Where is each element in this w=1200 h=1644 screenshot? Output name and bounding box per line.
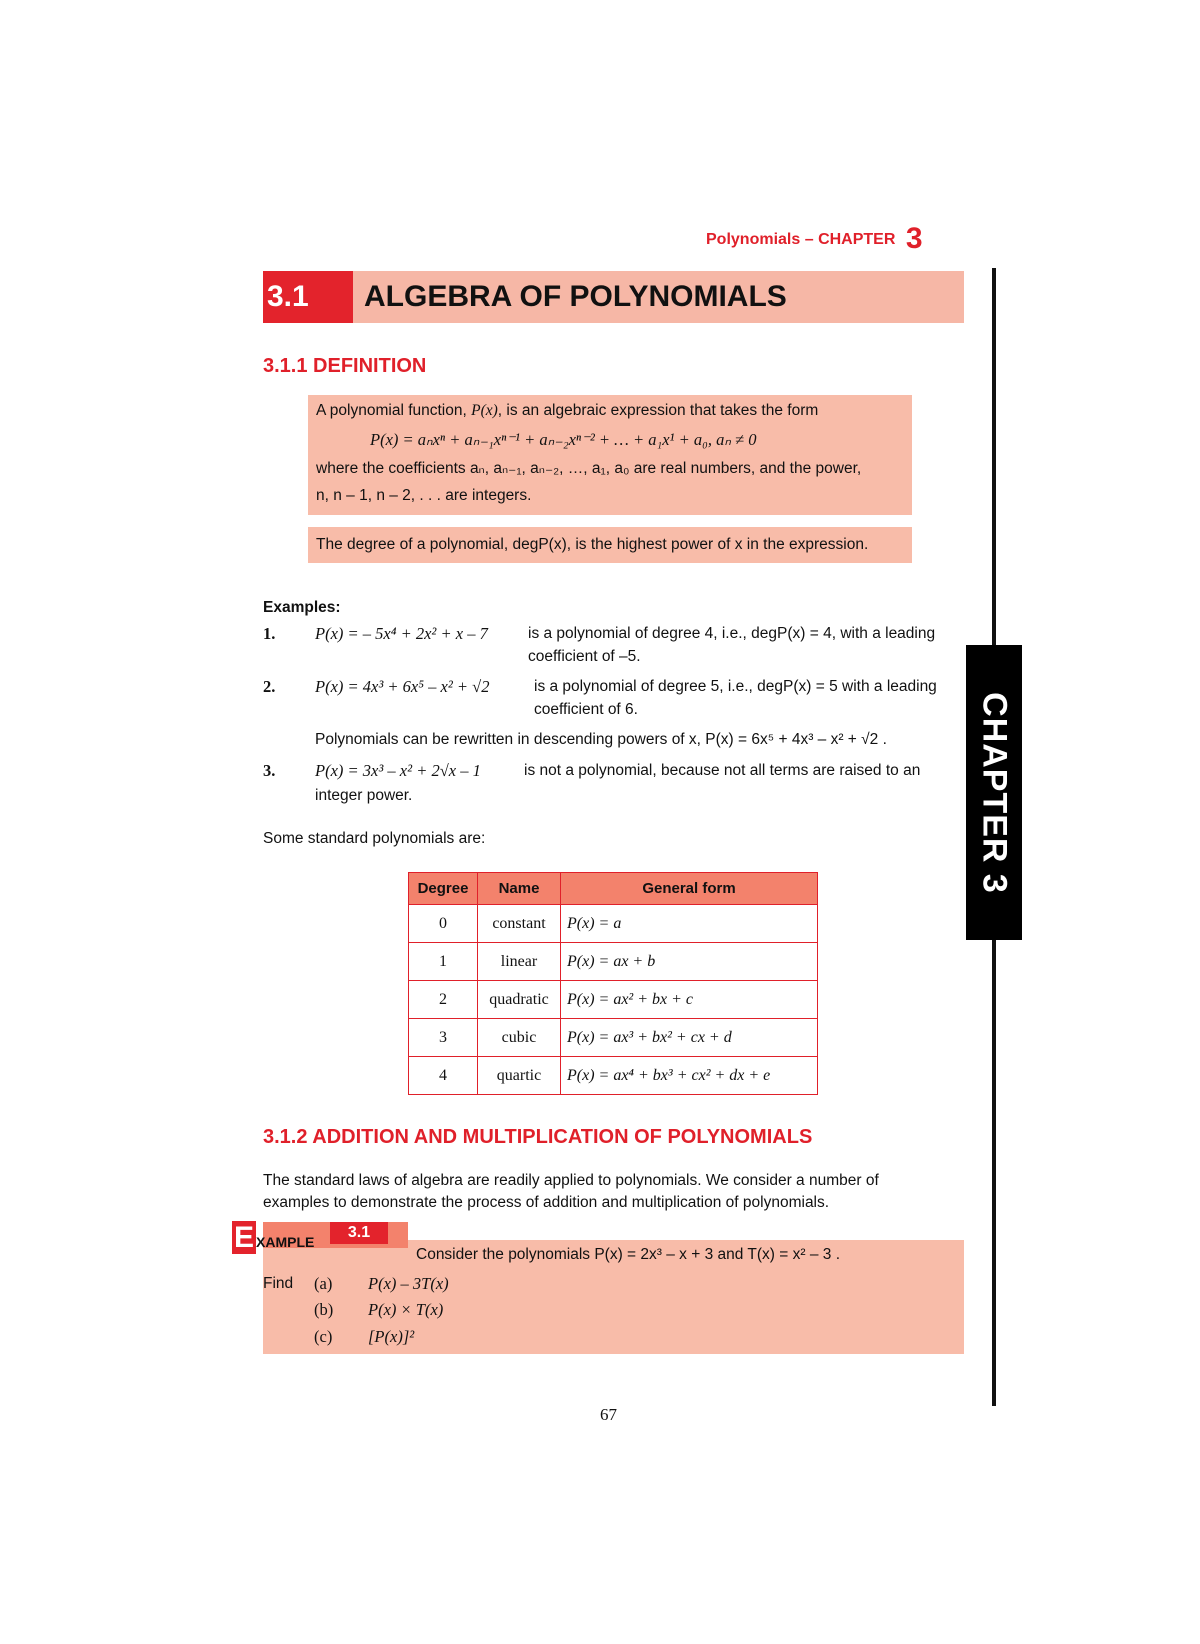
column-header-general-form: General form	[561, 873, 818, 905]
example-number: 1.	[263, 624, 276, 643]
standard-polynomials-intro: Some standard polynomials are:	[263, 830, 486, 847]
definition-line-1c: , is an algebraic expression that takes the form	[497, 402, 819, 419]
running-header-chapter: CHAPTER	[818, 231, 896, 248]
table-cell-form: P(x) = ax² + bx + c	[561, 981, 818, 1019]
example-expression: P(x) = 4x³ + 6x⁵ – x² + √2	[315, 677, 490, 696]
example-label-initial: E	[234, 1221, 255, 1254]
definition-line-3: where the coefficients aₙ, aₙ₋₁, aₙ₋₂, …, a₁, a₀ are real numbers, and the power,	[316, 460, 862, 477]
paragraph-line: The standard laws of algebra are readily applied to polynomials. We consider a number of	[263, 1172, 879, 1189]
section-number: 3.1	[263, 271, 353, 323]
example-description-cont: coefficient of 6.	[534, 701, 638, 718]
example-part-expression: P(x) – 3T(x)	[368, 1274, 449, 1293]
table-row	[409, 905, 818, 943]
example-number: 2.	[263, 677, 276, 696]
table-cell-form: P(x) = ax³ + bx² + cx + d	[561, 1019, 818, 1057]
example-part-tag: (c)	[314, 1327, 333, 1346]
example-description: is a polynomial of degree 5, i.e., degP(x) = 5 with a leading	[534, 678, 937, 695]
table-row	[409, 1057, 818, 1095]
running-header	[706, 222, 923, 256]
example-part-expression: P(x) × T(x)	[368, 1300, 444, 1319]
table-cell-degree: 4	[409, 1057, 478, 1095]
degree-definition: The degree of a polynomial, degP(x), is the highest power of x in the expression.	[316, 536, 869, 553]
example-description-cont: coefficient of –5.	[528, 648, 641, 665]
section-title: ALGEBRA OF POLYNOMIALS	[364, 280, 787, 313]
standard-polynomials-table	[408, 872, 818, 1095]
table-cell-degree: 3	[409, 1019, 478, 1057]
table-cell-degree: 2	[409, 981, 478, 1019]
table-row	[409, 981, 818, 1019]
table-cell-name: quadratic	[478, 981, 561, 1019]
rewrite-note: Polynomials can be rewritten in descending powers of x, P(x) = 6x⁵ + 4x³ – x² + √2 .	[315, 731, 887, 748]
example-part-tag: (a)	[314, 1274, 333, 1293]
table-row	[409, 1019, 818, 1057]
running-header-title: Polynomials	[706, 231, 801, 248]
table-cell-form: P(x) = ax⁴ + bx³ + cx² + dx + e	[561, 1057, 818, 1095]
paragraph-line: examples to demonstrate the process of addition and multiplication of polynomials.	[263, 1194, 830, 1211]
table-cell-name: constant	[478, 905, 561, 943]
subsection-heading-definition: 3.1.1 DEFINITION	[263, 355, 427, 377]
chapter-side-tab-label: CHAPTER 3	[975, 692, 1014, 894]
table-cell-name: cubic	[478, 1019, 561, 1057]
examples-heading: Examples:	[263, 599, 341, 616]
example-statement: Consider the polynomials P(x) = 2x³ – x + 3 and T(x) = x² – 3 .	[416, 1246, 840, 1263]
table-header-row	[409, 873, 818, 905]
example-find-label: Find	[263, 1275, 294, 1292]
page-number: 67	[600, 1405, 617, 1424]
definition-formula: P(x) = aₙxⁿ + aₙ₋₁xⁿ⁻¹ + aₙ₋₂xⁿ⁻² + … + a₁x¹ + a₀, aₙ ≠ 0	[370, 430, 757, 449]
example-part-tag: (b)	[314, 1300, 334, 1319]
column-header-name: Name	[478, 873, 561, 905]
table-cell-degree: 0	[409, 905, 478, 943]
table-cell-name: quartic	[478, 1057, 561, 1095]
definition-line-1b: P(x)	[471, 402, 498, 419]
example-number-badge: 3.1	[330, 1222, 388, 1244]
table-cell-degree: 1	[409, 943, 478, 981]
running-header-chapter-number: 3	[905, 222, 923, 255]
example-description-cont: integer power.	[315, 787, 413, 804]
example-description: is not a polynomial, because not all terms are raised to an	[524, 762, 921, 779]
table-cell-form: P(x) = a	[561, 905, 818, 943]
definition-line-1	[316, 400, 818, 422]
table-cell-form: P(x) = ax + b	[561, 943, 818, 981]
running-header-separator: –	[804, 231, 814, 248]
column-header-degree: Degree	[409, 873, 478, 905]
definition-line-4: n, n – 1, n – 2, . . . are integers.	[316, 487, 532, 504]
example-number: 3.	[263, 761, 276, 780]
example-label	[232, 1221, 314, 1255]
chapter-side-tab	[966, 645, 1022, 940]
example-expression: P(x) = – 5x⁴ + 2x² + x – 7	[315, 624, 488, 643]
example-part-expression: [P(x)]²	[368, 1327, 415, 1346]
definition-line-1a: A polynomial function,	[316, 402, 467, 419]
example-description: is a polynomial of degree 4, i.e., degP(x) = 4, with a leading	[528, 625, 936, 642]
table-row	[409, 943, 818, 981]
subsection-heading-addition: 3.1.2 ADDITION AND MULTIPLICATION OF POLYNOMIALS	[263, 1126, 813, 1148]
example-expression: P(x) = 3x³ – x² + 2√x – 1	[315, 761, 481, 780]
table-cell-name: linear	[478, 943, 561, 981]
example-label-rest: XAMPLE	[256, 1234, 315, 1250]
